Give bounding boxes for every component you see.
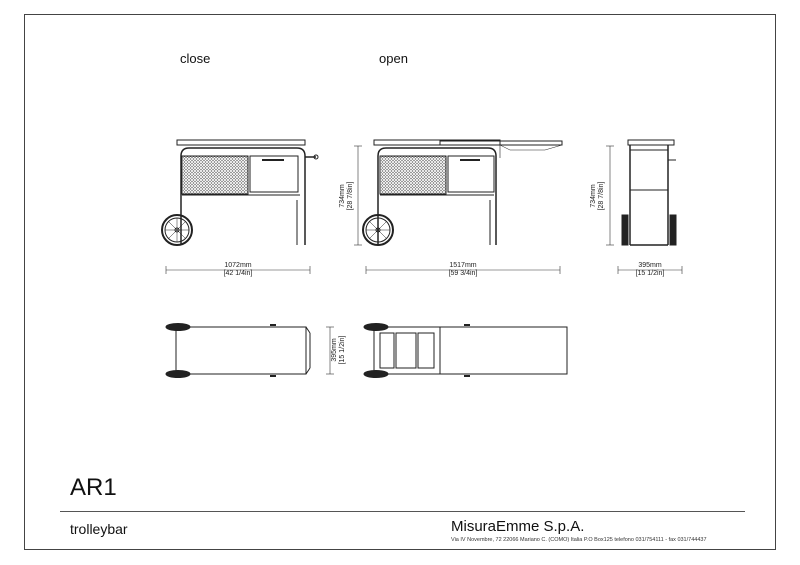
dim-value: 734mm: [590, 184, 597, 208]
side-wheel-left: [622, 215, 628, 245]
dim-plan-depth-text: [331, 320, 347, 380]
side-top-tray: [628, 140, 674, 145]
title-block-rule: [60, 511, 745, 512]
plan-wheel-top: [166, 324, 190, 331]
dim-side-height: [606, 146, 614, 245]
wheel-left-closed: [162, 215, 192, 245]
plan-wheel-top-open: [364, 324, 388, 331]
company-address: Via IV Novembre, 72 22066 Mariano C. (COMO) Italia P.O Box125 telefono 031/754111 - fax 031/744437: [451, 537, 707, 543]
company-name: MisuraEmme S.p.A.: [451, 518, 585, 535]
plan-top: [176, 327, 306, 374]
extended-tray: [440, 141, 562, 145]
dim-value-inch: [42 1/4in]: [223, 270, 253, 277]
top-tray: [177, 140, 305, 145]
plan-frame: [374, 327, 440, 374]
dim-value: 1517mm: [449, 262, 477, 269]
trolley-plan-closed: [166, 324, 310, 378]
dim-close-height-text: [339, 166, 355, 226]
dim-open-width-text: [433, 262, 493, 278]
dim-value: 1072mm: [224, 262, 252, 269]
view-label-open: open: [379, 51, 408, 66]
drawer: [250, 156, 298, 192]
wheel-left-open: [363, 215, 393, 245]
product-code: AR1: [70, 474, 117, 501]
dim-value-inch: [15 1/2in]: [339, 335, 346, 365]
product-name: trolleybar: [70, 521, 128, 537]
trolley-front-closed: [162, 140, 318, 245]
mesh-panel: [182, 156, 248, 194]
side-wheel-right: [670, 215, 676, 245]
trolley-plan-open: [364, 324, 567, 378]
plan-wheel-bottom-open: [364, 371, 388, 378]
trolley-front-open: [363, 140, 562, 245]
plan-extended-tray: [440, 327, 567, 374]
dim-value-inch: [28 7/8in]: [598, 181, 605, 211]
dim-close-height: [354, 146, 362, 245]
dim-value-inch: [28 7/8in]: [347, 181, 354, 211]
dim-value-inch: [15 1/2in]: [635, 270, 665, 277]
dim-close-width-text: [208, 262, 268, 278]
mesh-panel: [380, 156, 446, 194]
plan-wheel-bottom: [166, 371, 190, 378]
dim-value: 395mm: [638, 262, 662, 269]
dim-side-height-text: [590, 166, 606, 226]
view-label-close: close: [180, 51, 211, 66]
dim-value: 395mm: [331, 338, 338, 362]
dim-value: 734mm: [339, 184, 346, 208]
trolley-side: [622, 140, 676, 245]
drawer: [448, 156, 494, 192]
dim-value-inch: [59 3/4in]: [448, 270, 478, 277]
dim-side-depth-text: [620, 262, 680, 278]
